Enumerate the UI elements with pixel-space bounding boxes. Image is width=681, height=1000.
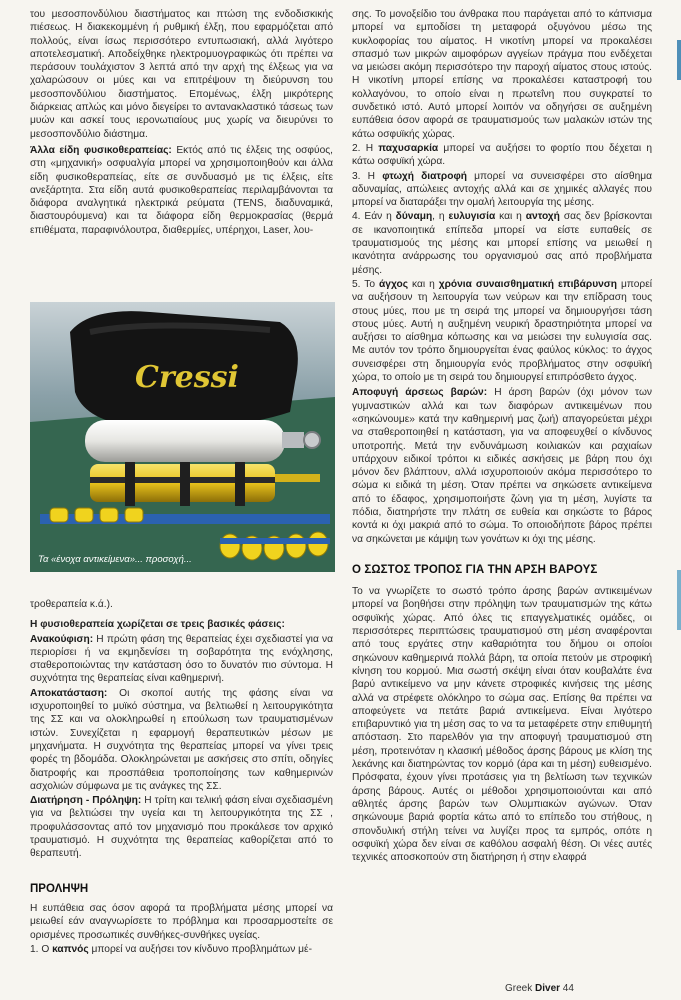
item4-bold2: ευλυγισία xyxy=(448,211,496,223)
item4-bold3: αντοχή xyxy=(525,211,560,223)
item1-text: μπορεί να αυξήσει τον κίνδυνο προβλημάτων μέ- xyxy=(88,943,312,955)
photo-dive-gear xyxy=(30,302,335,572)
edge-accent-2 xyxy=(677,570,681,630)
item5-text: μπορεί να αυξήσουν τη λειτουργία των νεύρων και την επίδραση τους στους μύες, που με τη σειρά της μπορεί να δημιουργήσει τάση στους μύες. Αυτή η αυξημένη νευρική δραστηριότητα μπορεί να αυξήσει το αίσθημα κόπωσης και να μειώσει την ευλυγισία σας. Με αυτόν τον τρόπο δημιουργείται ένας φαύλος κύκλος: το άγχος συνεισφέρει στη δημιουργία ενός προβλήματος στην οσφυϊκή χώρα, το οποίο με τη σειρά του δημιουργεί επιπρόσθετο άγχος. xyxy=(352,278,652,384)
item5-prefix: 5. Το xyxy=(352,278,380,290)
footer-page-number: 44 xyxy=(560,983,574,994)
item2 xyxy=(352,142,652,169)
item5-mid: και η xyxy=(408,278,439,290)
footer-magazine-greek: Greek xyxy=(505,983,536,994)
weights-label: Αποφυγή άρσεως βαρών: xyxy=(352,387,488,399)
item4-prefix: 4. Εάν η xyxy=(352,211,396,223)
item3-prefix: 3. Η xyxy=(352,170,383,182)
weights-text: Η άρση βαρών (όχι μόνον των γυμναστικών αλλά και των διαφόρων αντικειμένων που «σηκώνουμε» κατά την καθημερινή μας ζωή) απαγορεύεται μέχρι να σταθεροποιηθεί η κατάσταση, για να αποφευχθεί ο κίνδυνος υποτροπής. Μετά την ενδυνάμωση κοιλιακών και ραχιαίων υπάρχουν ειδικοί τρόποι κι ειδικές ασκήσεις με βάρη που όχι μόνον δεν βλάπτουν, αλλά ισχυροποιούν ακόμα περισσότερο το σώμα κι ειδικά τη μέση. Όταν πρέπει να σηκώσετε αντικείμενα από το έδαφος, χρησιμοποιήστε ζώνη για τη μέση, λυγίστε τα πόδια, διατηρήστε την πλάτη σε ευθεία και σηκώστε το βάρος κοντά κι όχι μακριά από το σώμα. Το οποιοδήποτε βάρος πρέπει να σηκώνεται με κάμψη των γονάτων κι όχι της μέσης. xyxy=(352,387,652,545)
item5-bold2: χρόνια συναισθηματική επιβάρυνση xyxy=(438,278,617,290)
phase2-text: Οι σκοποί αυτής της φάσης είναι να ισχυροποιηθεί το μυϊκό σύστημα, να βελτιωθεί η λειτουργικότητα της ΣΣ και να ολοκληρωθεί η επούλωση των τραυματισμένων ιστών. Συνεχίζεται η εφαρμογή θεραπευτικών μέσων με μηχανήματα. Η συχνότητα της θεραπείας μπορεί να γίνει τρεις φορές τη βδομάδα. Ολοκληρώνεται με ασκήσεις στο σπίτι, οδηγίες διατροφής και προσπάθεια τροποποίησης των καθημερινών ασχολιών σύμφωνα με τις ανάγκες της ΣΣ. xyxy=(30,687,333,792)
item2-prefix: 2. Η xyxy=(352,142,379,154)
cressi-logo: Cressi xyxy=(135,360,239,395)
smoking-continued: σης. Το μονοξείδιο του άνθρακα που παράγεται από το κάπνισμα μπορεί να εμποδίσει τη μεταφορά οξυγόνου μέσω της κυκλοφορίας του αίματος. Η νικοτίνη μπορεί να προκαλέσει σπασμό των μικρών αιμοφόρων αγγείων πράγμα που ενδέχεται να μειώσει ακόμη περισσότερο την παροχή αίματος στους ιστούς. Η νικοτίνη μπορεί επίσης να προκαλέσει καταστροφή του κολλαγόνου, το οποίο είναι η πρωτεΐνη που συγκρατεί το συνδετικό ιστό. Αυτό μπορεί λοιπόν να οδηγήσει σε αυξημένη ευπάθεια όσον αφορά σε τραυματισμούς των μαλακών ιστών της κάτω οσφυϊκής χώρας. xyxy=(352,9,652,140)
phase2-label: Αποκατάσταση: xyxy=(30,687,108,699)
item4 xyxy=(352,210,652,276)
paragraph-other-therapy xyxy=(30,144,333,237)
item3 xyxy=(352,170,652,210)
other-therapy-text: Εκτός από τις έλξεις της οσφύος, στη «μηχανική» οσφυαλγία μπορεί να χρησιμοποιηθούν και άλλα είδη φυσικοθεραπείας, είτε σε συνδυασμό με τις έλξεις, είτε ανεξάρτητα. Στα είδη αυτά φυσικοθεραπείας περιλαμβάνονται τα διάφορα αναλγητικά ηλεκτρικά ρεύματα (TENS, διαδυναμικά, διαστουρόυμενα) και τα διάφορα είδη θερμοκρασίας (θερμά επιθέματα, παραφινόλουτρα, διαθερμίες, υπέρηχοι, Laser, λου- xyxy=(30,144,333,236)
item2-text: μπορεί να αυξήσει το φορτίο που δέχεται η κάτω οσφυϊκή χώρα. xyxy=(352,142,652,168)
phase2 xyxy=(30,687,333,793)
phases-heading: Η φυσιοθεραπεία χωρίζεται σε τρεις βασικές φάσεις: xyxy=(30,619,285,631)
item3-bold: φτωχή διατροφή xyxy=(382,170,467,182)
weights-paragraph xyxy=(352,386,652,546)
phase3 xyxy=(30,794,333,860)
photo-caption: Τα «ένοχα αντικείμενα»... προσοχή... xyxy=(38,553,192,565)
lifting-text: Το να γνωρίζετε το σωστό τρόπο άρσης βαρών αντικειμένων μπορεί να βοηθήσει στην πρόληψη των τραυματισμών της κάτω οσφυϊκής χώρας. Από όλες τις επαγγελματικές ομάδες, οι περισσότερες περιπτώσεις τραυματισμού στη μέση αναφέρονται από τους εργάτες στην καθαριότητα του δήμου οι οποίοι σηκώνουν καθημερινά πολλά βάρη, τα οποία πετούν με στροφική κίνηση του κορμού. Μια σωστή σκέψη είναι όταν κουβαλάτε ένα βαρύ αντικείμενο να μην κάνετε στροφικές κινήσεις της μέσης αλλά να στρέφετε ολόκληρο το σώμα σας. Επίσης θα πρέπει να αποφεύγετε να πετάτε βαριά αντικείμενα. Είναι λιγότερο επιβαρυντικό για τη μέση σας το να τα μεταφέρετε στην επιθυμητή απόσταση. Στο παρελθόν για την αποφυγή τραυματισμού στη μέση, προτεινόταν η κλασική μέθοδος άρσης βάρους με κλίση της λεκάνης και διατηρώντας τον κορμό (άρα και τη μέση) ευθεισμένο. Πρόσφατα, έχουν γίνει προτάσεις για τη βελτίωση των τεχνικών άρσης βάρους. Αυτές οι μέθοδοι χρησιμοποιούνται και από αθλητές άρσης βαρών των Ολυμπιακών αγώνων. Όταν σηκώνουμε βαριά φορτία κάτω από το επίπεδο του στήθους, η σπονδυλική στήλη τείνει να λυγίζει προς τα εμπρός, οπότε η οσφυϊκή χώρα δεν είναι σε καθόλου ασφαλή θέση. Οι νέες αυτές τεχνικές αποσκοπούν στη διατήρηση ή στην ελαφρά xyxy=(352,586,652,864)
phase3-text: Η τρίτη και τελική φάση είναι σχεδιασμένη για να βελτιώσει την υγεία και τη λειτουργικότητα της ΣΣ , προφυλάσσοντας από τον μηχανισμό που προκάλεσε τον αρχικό τραυματισμό. Η συχνότητα της θεραπείας καθορίζεται από το θεραπευτή. xyxy=(30,795,333,860)
other-therapy-label: Άλλα είδη φυσικοθεραπείας: xyxy=(30,144,172,156)
left-column-bottom xyxy=(30,598,333,957)
item4-mid2: και η xyxy=(495,211,526,223)
phase1 xyxy=(30,633,333,686)
dive-gear-illustration xyxy=(30,302,335,572)
lifting-heading: Ο ΣΩΣΤΟΣ ΤΡΟΠΟΣ ΓΙΑ ΤΗΝ ΑΡΣΗ ΒΑΡΟΥΣ xyxy=(352,563,598,576)
item4-text: σας δεν βρίσκονται σε ικανοποιητικά επίπεδα μπορεί να είστε ευπαθείς σε τραυματισμούς της μέσης και μπορεί επίσης να μειωθεί η ικανότητα ανάρρωσης του οργανισμού σας από προβλήματα μέσης. xyxy=(352,211,652,276)
left-column-top xyxy=(30,8,333,238)
item5-bold1: άγχος xyxy=(379,278,408,290)
footer-magazine-diver: Diver xyxy=(535,983,561,994)
page-footer xyxy=(505,982,574,995)
item5 xyxy=(352,278,652,384)
item3-text: μπορεί να συνεισφέρει στο αίσθημα αδυναμίας, απώλειες αντοχής αλλά και σε χημικές αλλαγές που μπορεί να διαταράξει την ομαλή λειτουργία της μέσης. xyxy=(352,170,652,209)
phase1-text: Η πρώτη φάση της θεραπείας έχει σχεδιαστεί για να περιορίσει ή να εκμηδενίσει τη σοβαρότητα της ενόχλησης, σταθεροποιώντας την κατάσταση όσο το δυνατόν πιο σύντομα. Η συχνότητα της θεραπείας είναι καθημερινή. xyxy=(30,633,333,685)
item4-mid1: , η xyxy=(432,211,449,223)
paragraph-continue: τροθεραπεία κ.ά.). xyxy=(30,599,113,610)
item1 xyxy=(30,943,333,956)
item2-bold: παχυσαρκία xyxy=(378,142,439,154)
paragraph-traction: του μεσοσπονδύλιου διαστήματος και πτώση της ενδοδισκικής πιέσεως. Η διακεκομμένη ή ρυθμική έλξη, που εφαρμόζεται από πολλούς, είναι ίσως περισσότερο εντυπωσιακή, αλλά λιγότερο αποτελεσματική. Αποδείχθηκε ηλεκτρομυογραφικώς ότι πρέπει να περάσουν τουλάχιστον 3 λεπτά από την αρχή της έλξεως για να χαλαρώσουν οι μύες και να επιτρέψουν τη διεύρυνση του μεσοσπονδύλιου διαστήματος. Επομένως, έλξη μικρότερης διάρκειας απλώς και μόνο διεγείρει το αντανακλαστικό τάσεως των μυών και ασκεί τους ιερονωτιαίους μυς χωρίς να διευρύνει το μεσοσπονδύλιο διάστημα. xyxy=(30,9,333,140)
item1-bold: καπνός xyxy=(52,943,89,955)
right-column xyxy=(352,8,652,865)
phase1-label: Ανακούφιση: xyxy=(30,633,94,645)
phase3-label: Διατήρηση - Πρόληψη: xyxy=(30,795,142,807)
edge-accent-1 xyxy=(677,40,681,80)
prevention-text: Η ευπάθεια σας όσον αφορά τα προβλήματα μέσης μπορεί να μειωθεί εάν αναγνωρίσετε το πρόβλημα και προσαρμοστείτε σε ορισμένες προσωπικές συνθήκες-συνθήκες υγείας. xyxy=(30,902,333,941)
prevention-heading: ΠΡΟΛΗΨΗ xyxy=(30,882,89,895)
item1-prefix: 1. Ο xyxy=(30,943,53,955)
item4-bold1: δύναμη xyxy=(395,211,433,223)
